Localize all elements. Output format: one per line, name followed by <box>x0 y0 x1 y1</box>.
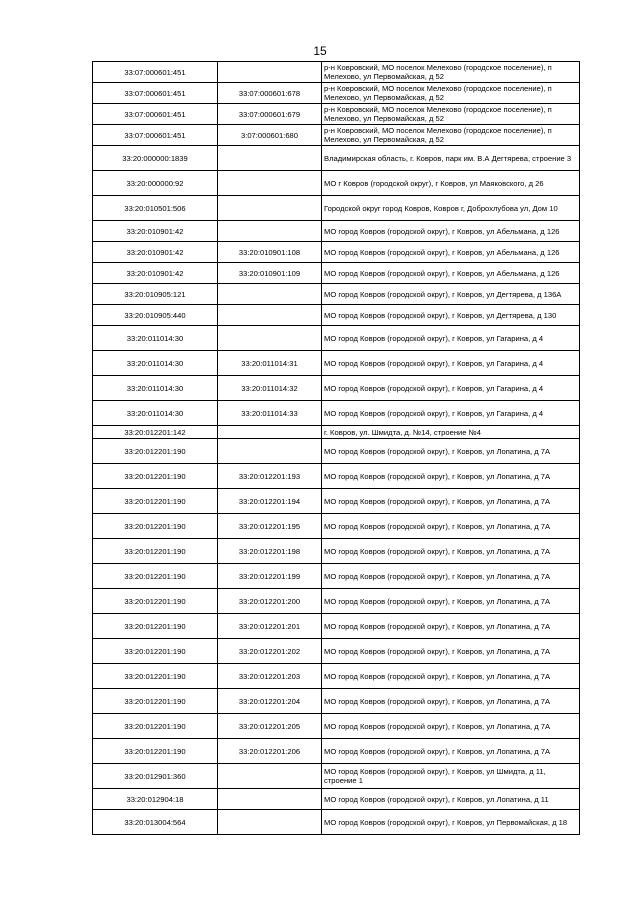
cadastral-number-cell: 33:20:012201:190 <box>93 639 218 664</box>
table-row <box>93 789 580 810</box>
cadastral-number-cell: 33:20:012201:190 <box>93 739 218 764</box>
cadastral-number-cell: 33:20:012201:190 <box>93 714 218 739</box>
sub-number-cell: 33:20:011014:33 <box>218 401 322 426</box>
table-row <box>93 464 580 489</box>
table-row <box>93 146 580 171</box>
cadastral-number-cell: 33:20:012201:190 <box>93 664 218 689</box>
cadastral-number-cell: 33:20:012201:190 <box>93 464 218 489</box>
cadastral-number-cell: 33:20:011014:30 <box>93 376 218 401</box>
sub-number-cell: 33:20:011014:31 <box>218 351 322 376</box>
sub-number-cell <box>218 146 322 171</box>
cadastral-number-cell: 33:20:011014:30 <box>93 401 218 426</box>
table-row <box>93 401 580 426</box>
cadastral-number-cell: 33:20:000000:92 <box>93 171 218 196</box>
address-cell: МО город Ковров (городской округ), г Ковров, ул Абельмана, д 126 <box>322 221 580 242</box>
address-cell: г. Ковров, ул. Шмидта, д. №14, строение №4 <box>322 426 580 439</box>
table-row <box>93 125 580 146</box>
sub-number-cell <box>218 789 322 810</box>
table-row <box>93 426 580 439</box>
address-cell: МО город Ковров (городской округ), г Ковров, ул Дегтярева, д 136А <box>322 284 580 305</box>
sub-number-cell <box>218 305 322 326</box>
sub-number-cell: 33:20:012201:206 <box>218 739 322 764</box>
address-cell: МО город Ковров (городской округ), г Ковров, ул Лопатина, д 7А <box>322 564 580 589</box>
address-cell: МО город Ковров (городской округ), г Ковров, ул Дегтярева, д 130 <box>322 305 580 326</box>
address-cell: МО город Ковров (городской округ), г Ковров, ул Лопатина, д 7А <box>322 614 580 639</box>
sub-number-cell: 33:20:012201:204 <box>218 689 322 714</box>
cadastral-number-cell: 33:20:012201:190 <box>93 564 218 589</box>
table-row <box>93 171 580 196</box>
cadastral-table-body <box>93 62 580 835</box>
address-cell: МО город Ковров (городской округ), г Ковров, ул Абельмана, д 126 <box>322 242 580 263</box>
cadastral-number-cell: 33:07:000601:451 <box>93 62 218 83</box>
cadastral-number-cell: 33:07:000601:451 <box>93 125 218 146</box>
sub-number-cell <box>218 439 322 464</box>
address-cell: МО город Ковров (городской округ), г Ковров, ул Абельмана, д 126 <box>322 263 580 284</box>
cadastral-number-cell: 33:20:011014:30 <box>93 351 218 376</box>
sub-number-cell: 33:20:012201:194 <box>218 489 322 514</box>
cadastral-number-cell: 33:20:010901:42 <box>93 242 218 263</box>
cadastral-number-cell: 33:20:012201:190 <box>93 539 218 564</box>
table-row <box>93 326 580 351</box>
sub-number-cell: 33:20:010901:108 <box>218 242 322 263</box>
table-row <box>93 62 580 83</box>
address-cell: Владимирская область, г. Ковров, парк им. В.А Дегтярева, строение 3 <box>322 146 580 171</box>
sub-number-cell: 33:20:012201:195 <box>218 514 322 539</box>
sub-number-cell: 33:20:012201:193 <box>218 464 322 489</box>
address-cell: р-н Ковровский, МО поселок Мелехово (городское поселение), п Мелехово, ул Первомайская, д 52 <box>322 104 580 125</box>
address-cell: МО город Ковров (городской округ), г Ковров, ул Лопатина, д 7А <box>322 439 580 464</box>
address-cell: МО город Ковров (городской округ), г Ковров, ул Гагарина, д 4 <box>322 326 580 351</box>
sub-number-cell: 33:20:012201:203 <box>218 664 322 689</box>
table-row <box>93 305 580 326</box>
sub-number-cell: 3:07:000601:680 <box>218 125 322 146</box>
sub-number-cell <box>218 284 322 305</box>
address-cell: МО город Ковров (городской округ), г Ковров, ул Лопатина, д 7А <box>322 739 580 764</box>
table-row <box>93 664 580 689</box>
cadastral-number-cell: 33:20:010901:42 <box>93 221 218 242</box>
cadastral-number-cell: 33:20:012904:18 <box>93 789 218 810</box>
cadastral-number-cell: 33:20:010905:440 <box>93 305 218 326</box>
address-cell: МО город Ковров (городской округ), г Ковров, ул Гагарина, д 4 <box>322 376 580 401</box>
sub-number-cell <box>218 326 322 351</box>
address-cell: МО город Ковров (городской округ), г Ковров, ул Лопатина, д 7А <box>322 464 580 489</box>
sub-number-cell <box>218 171 322 196</box>
sub-number-cell <box>218 810 322 835</box>
address-cell: р-н Ковровский, МО поселок Мелехово (городское поселение), п Мелехово, ул Первомайская, д 52 <box>322 83 580 104</box>
sub-number-cell: 33:07:000601:678 <box>218 83 322 104</box>
address-cell: МО город Ковров (городской округ), г Ковров, ул Лопатина, д 7А <box>322 539 580 564</box>
page-number: 15 <box>313 44 327 58</box>
table-row <box>93 764 580 789</box>
table-row <box>93 639 580 664</box>
cadastral-number-cell: 33:20:012201:142 <box>93 426 218 439</box>
address-cell: МО город Ковров (городской округ), г Ковров, ул Лопатина, д 7А <box>322 589 580 614</box>
table-row <box>93 489 580 514</box>
table-row <box>93 539 580 564</box>
sub-number-cell: 33:07:000601:679 <box>218 104 322 125</box>
cadastral-number-cell: 33:07:000601:451 <box>93 104 218 125</box>
sub-number-cell <box>218 221 322 242</box>
cadastral-number-cell: 33:20:012201:190 <box>93 489 218 514</box>
table-row <box>93 376 580 401</box>
sub-number-cell: 33:20:010901:109 <box>218 263 322 284</box>
address-cell: МО город Ковров (городской округ), г Ковров, ул Гагарина, д 4 <box>322 401 580 426</box>
address-cell: МО г Ковров (городской округ), г Ковров, ул Маяковского, д 26 <box>322 171 580 196</box>
table-row <box>93 564 580 589</box>
address-cell: Городской округ город Ковров, Ковров г, Доброхлубова ул, Дом 10 <box>322 196 580 221</box>
sub-number-cell: 33:20:012201:201 <box>218 614 322 639</box>
cadastral-number-cell: 33:20:010901:42 <box>93 263 218 284</box>
address-cell: МО город Ковров (городской округ), г Ковров, ул Лопатина, д 7А <box>322 689 580 714</box>
cadastral-number-cell: 33:20:013004:564 <box>93 810 218 835</box>
table-row <box>93 284 580 305</box>
sub-number-cell: 33:20:012201:205 <box>218 714 322 739</box>
cadastral-number-cell: 33:20:011014:30 <box>93 326 218 351</box>
sub-number-cell <box>218 62 322 83</box>
table-row <box>93 514 580 539</box>
address-cell: р-н Ковровский, МО поселок Мелехово (городское поселение), п Мелехово, ул Первомайская, д 52 <box>322 62 580 83</box>
address-cell: МО город Ковров (городской округ), г Ковров, ул Шмидта, д 11, строение 1 <box>322 764 580 789</box>
cadastral-number-cell: 33:20:012901:360 <box>93 764 218 789</box>
table-row <box>93 104 580 125</box>
table-row <box>93 689 580 714</box>
table-row <box>93 196 580 221</box>
address-cell: МО город Ковров (городской округ), г Ковров, ул Лопатина, д 11 <box>322 789 580 810</box>
table-row <box>93 810 580 835</box>
table-row <box>93 614 580 639</box>
cadastral-table <box>92 61 580 835</box>
sub-number-cell: 33:20:012201:198 <box>218 539 322 564</box>
address-cell: р-н Ковровский, МО поселок Мелехово (городское поселение), п Мелехово, ул Первомайская, д 52 <box>322 125 580 146</box>
table-row <box>93 739 580 764</box>
table-row <box>93 351 580 376</box>
cadastral-number-cell: 33:20:012201:190 <box>93 614 218 639</box>
cadastral-number-cell: 33:07:000601:451 <box>93 83 218 104</box>
sub-number-cell: 33:20:012201:202 <box>218 639 322 664</box>
table-row <box>93 242 580 263</box>
table-row <box>93 263 580 284</box>
address-cell: МО город Ковров (городской округ), г Ковров, ул Лопатина, д 7А <box>322 489 580 514</box>
address-cell: МО город Ковров (городской округ), г Ковров, ул Лопатина, д 7А <box>322 714 580 739</box>
table-row <box>93 439 580 464</box>
address-cell: МО город Ковров (городской округ), г Ковров, ул Лопатина, д 7А <box>322 639 580 664</box>
address-cell: МО город Ковров (городской округ), г Ковров, ул Гагарина, д 4 <box>322 351 580 376</box>
cadastral-number-cell: 33:20:010501:506 <box>93 196 218 221</box>
cadastral-number-cell: 33:20:012201:190 <box>93 689 218 714</box>
table-row <box>93 714 580 739</box>
sub-number-cell: 33:20:012201:199 <box>218 564 322 589</box>
address-cell: МО город Ковров (городской округ), г Ковров, ул Лопатина, д 7А <box>322 514 580 539</box>
cadastral-number-cell: 33:20:010905:121 <box>93 284 218 305</box>
address-cell: МО город Ковров (городской округ), г Ковров, ул Лопатина, д 7А <box>322 664 580 689</box>
cadastral-number-cell: 33:20:000000:1839 <box>93 146 218 171</box>
cadastral-number-cell: 33:20:012201:190 <box>93 589 218 614</box>
cadastral-number-cell: 33:20:012201:190 <box>93 439 218 464</box>
sub-number-cell <box>218 764 322 789</box>
cadastral-number-cell: 33:20:012201:190 <box>93 514 218 539</box>
table-row <box>93 221 580 242</box>
sub-number-cell <box>218 426 322 439</box>
table-row <box>93 589 580 614</box>
sub-number-cell: 33:20:012201:200 <box>218 589 322 614</box>
sub-number-cell <box>218 196 322 221</box>
address-cell: МО город Ковров (городской округ), г Ковров, ул Первомайская, д 18 <box>322 810 580 835</box>
sub-number-cell: 33:20:011014:32 <box>218 376 322 401</box>
table-row <box>93 83 580 104</box>
